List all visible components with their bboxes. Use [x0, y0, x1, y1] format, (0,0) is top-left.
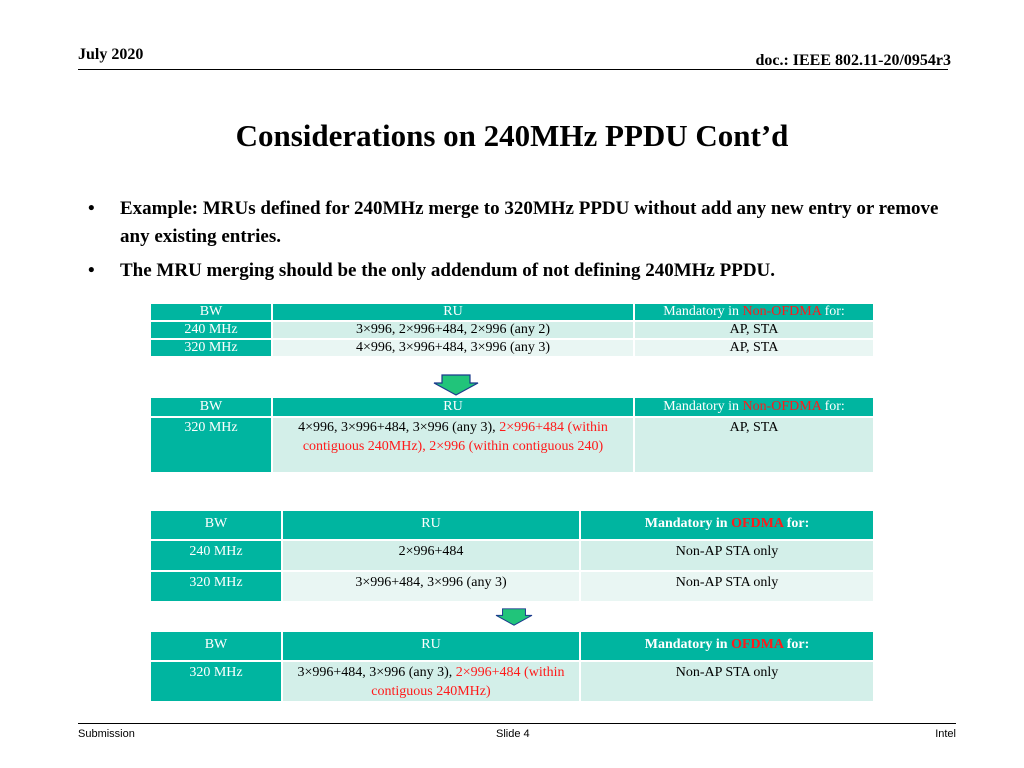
table-ofdma-240-320 [149, 509, 875, 603]
header-mandatory-prefix: Mandatory in [663, 399, 743, 414]
cell-mandatory: Non-AP STA only [581, 572, 873, 601]
footer-slide-number: Slide 4 [496, 728, 530, 740]
footer-submission: Submission [78, 728, 135, 740]
ru-merged-addendum: 2×996+484 (within contiguous 240MHz), 2×996 (within contiguous 240) [302, 420, 608, 454]
cell-mandatory: AP, STA [635, 340, 873, 356]
cell-mandatory: Non-AP STA only [581, 662, 873, 701]
cell-bw: 320 MHz [151, 662, 281, 701]
table-row [151, 340, 873, 356]
header-mandatory-suffix: for: [783, 516, 810, 531]
cell-bw: 240 MHz [151, 541, 281, 570]
footer-divider [78, 723, 956, 724]
header-mandatory-suffix: for: [783, 637, 810, 652]
cell-mandatory: AP, STA [635, 418, 873, 472]
cell-ru: 4×996, 3×996+484, 3×996 (any 3) [273, 340, 633, 356]
cell-ru: 2×996+484 [283, 541, 579, 570]
cell-ru [273, 418, 633, 472]
cell-bw: 320 MHz [151, 418, 271, 472]
header-mandatory-mode: Non-OFDMA [742, 399, 822, 414]
header-mandatory-suffix: for: [821, 304, 845, 319]
table-row [151, 572, 873, 601]
cell-mandatory: Non-AP STA only [581, 541, 873, 570]
header-ru: RU [273, 398, 633, 416]
table-row [151, 322, 873, 338]
header-ru: RU [273, 304, 633, 320]
header-mandatory-prefix: Mandatory in [663, 304, 743, 319]
header-ru: RU [283, 511, 579, 539]
table-row [151, 541, 873, 570]
down-arrow-icon [494, 608, 534, 626]
table-ofdma-320-merged [149, 630, 875, 703]
ru-existing: 4×996, 3×996+484, 3×996 (any 3), [298, 420, 500, 435]
table-header-row [151, 304, 873, 320]
bullet-text: Example: MRUs defined for 240MHz merge to 320MHz PPDU without add any new entry or remove any existing entries. [120, 198, 939, 247]
header-mandatory-suffix: for: [821, 399, 845, 414]
header-divider [78, 69, 948, 70]
header-bw: BW [151, 304, 271, 320]
header-mandatory [581, 632, 873, 660]
cell-mandatory: AP, STA [635, 322, 873, 338]
table-row [151, 418, 873, 472]
table-header-row [151, 511, 873, 539]
header-date: July 2020 [78, 46, 144, 63]
table-non-ofdma-240-320 [149, 302, 875, 358]
bullet-icon: • [88, 260, 95, 281]
bullet-text: The MRU merging should be the only addendum of not defining 240MHz PPDU. [120, 260, 776, 281]
header-bw: BW [151, 511, 281, 539]
header-mandatory [581, 511, 873, 539]
cell-bw: 240 MHz [151, 322, 271, 338]
bullet-icon: • [88, 198, 95, 219]
cell-bw: 320 MHz [151, 572, 281, 601]
table-header-row [151, 632, 873, 660]
ru-existing: 3×996+484, 3×996 (any 3), [297, 665, 456, 680]
header-bw: BW [151, 632, 281, 660]
header-ru: RU [283, 632, 579, 660]
slide-title: Considerations on 240MHz PPDU Cont’d [235, 118, 789, 153]
header-mandatory-mode: OFDMA [731, 516, 784, 531]
ru-merged-addendum: 2×996+484 (within contiguous 240MHz) [371, 665, 565, 699]
footer-company: Intel [935, 728, 956, 740]
cell-ru: 3×996+484, 3×996 (any 3) [283, 572, 579, 601]
cell-ru [283, 662, 579, 701]
cell-ru: 3×996, 2×996+484, 2×996 (any 2) [273, 322, 633, 338]
bullet-item [88, 195, 948, 251]
header-bw: BW [151, 398, 271, 416]
header-mandatory [635, 398, 873, 416]
down-arrow-icon [432, 374, 480, 396]
bullet-list [88, 195, 948, 291]
table-header-row [151, 398, 873, 416]
header-mandatory-prefix: Mandatory in [644, 516, 732, 531]
header-mandatory-prefix: Mandatory in [644, 637, 732, 652]
header-doc-number: doc.: IEEE 802.11-20/0954r3 [755, 52, 951, 69]
table-row [151, 662, 873, 701]
header-mandatory-mode: Non-OFDMA [742, 304, 822, 319]
header-mandatory [635, 304, 873, 320]
cell-bw: 320 MHz [151, 340, 271, 356]
table-non-ofdma-320-merged [149, 396, 875, 474]
bullet-item [88, 257, 948, 285]
header-mandatory-mode: OFDMA [731, 637, 784, 652]
